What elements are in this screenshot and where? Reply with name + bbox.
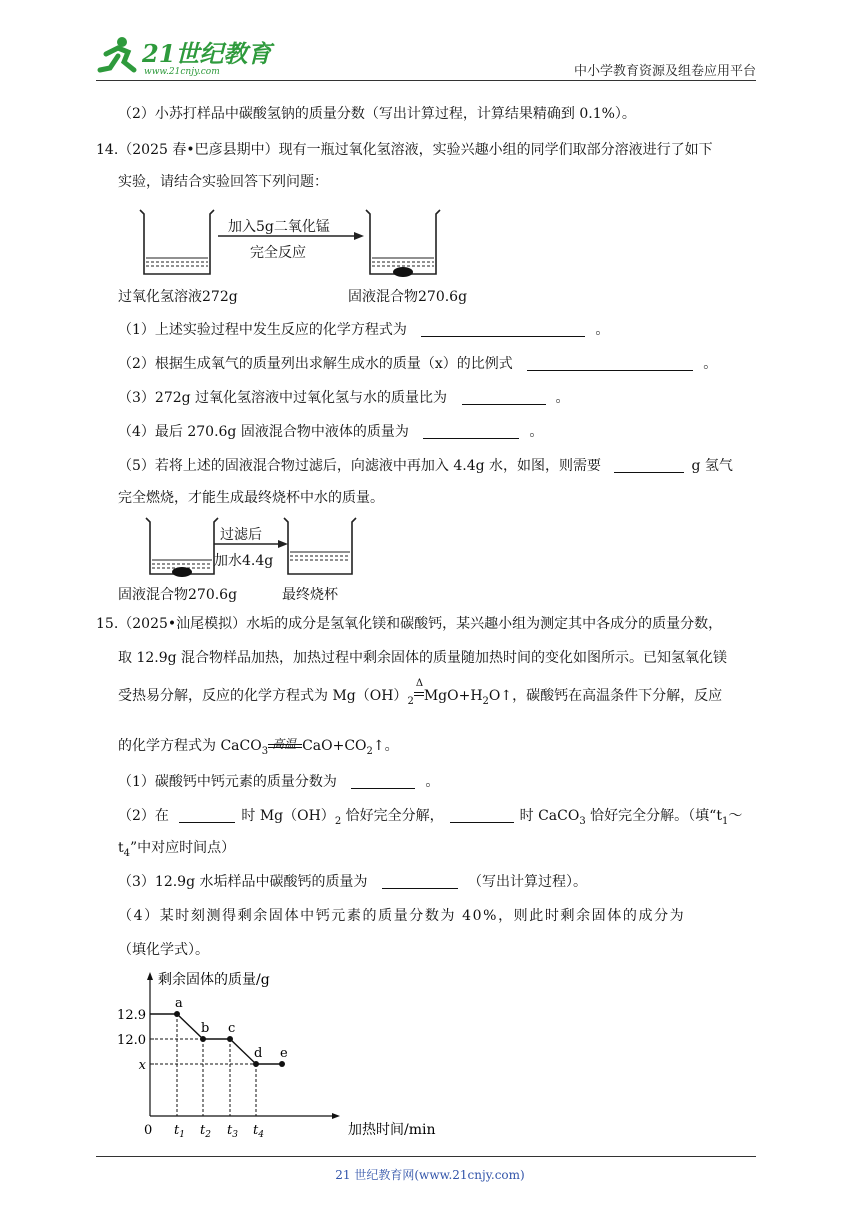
q15-line1: 15.（2025•汕尾模拟）水垢的成分是氢氧化镁和碳酸钙，某兴趣小组为测定其中各成分的质量分数，: [96, 616, 723, 632]
beaker-left-icon: [140, 210, 214, 274]
footer-rule: [96, 1156, 756, 1157]
data-point-label: d: [254, 1046, 263, 1061]
answer-blank-2[interactable]: [527, 356, 693, 371]
q14-p1: （1）上述实验过程中发生反应的化学方程式为 。: [118, 322, 610, 338]
q15-p4-cont: （填化学式）。: [118, 942, 209, 958]
mass-time-chart: [110, 964, 436, 1144]
q14-figure1: [118, 200, 478, 310]
beaker-mixture-icon: [146, 518, 218, 577]
q14-p3: （3）272g 过氧化氢溶液中过氧化氢与水的质量比为 。: [118, 390, 570, 406]
header-rule: [96, 80, 756, 81]
q14-figure2: [118, 512, 378, 602]
q14-line2: 实验，请结合实验回答下列问题：: [118, 174, 328, 190]
data-point: [253, 1061, 259, 1067]
fig1-arrow-top: 加入5g二氧化锰: [228, 219, 330, 235]
q14-text1: （2025 春•巴彦县期中）现有一瓶过氧化氢溶液，实验兴趣小组的同学们取部分溶液进行了如下: [118, 142, 713, 158]
data-point: [279, 1061, 285, 1067]
delta-condition: Δ: [415, 678, 424, 689]
q14-p2: （2）根据生成氧气的质量列出求解生成水的质量（x）的比例式 。: [118, 356, 718, 372]
platform-name: 中小学教育资源及组卷应用平台: [573, 64, 756, 79]
beaker-right-icon: [366, 210, 440, 277]
answer-blank-4[interactable]: [423, 424, 519, 439]
logo-runner-icon: [96, 34, 272, 78]
y-axis-arrow-icon: [147, 972, 153, 980]
answer-blank-8[interactable]: [450, 808, 514, 823]
x-axis-label: 加热时间/min: [348, 1122, 436, 1138]
chart-svg: [110, 964, 436, 1144]
data-point: [200, 1036, 206, 1042]
x-tick-label: $t_1$: [174, 1123, 185, 1140]
q14-p4: （4）最后 270.6g 固液混合物中液体的质量为 。: [118, 424, 544, 440]
data-point-label: b: [201, 1021, 210, 1036]
q14-line1: [96, 140, 713, 160]
q13-part2: （2）小苏打样品中碳酸氢钠的质量分数（写出计算过程，计算结果精确到 0.1%）。: [118, 106, 636, 122]
origin-label: 0: [144, 1123, 153, 1138]
high-temp-condition: 高温: [272, 737, 297, 751]
q14-p5: （5）若将上述的固液混合物过滤后，向滤液中再加入 4.4g 水，如图，则需要 g 氢气: [118, 458, 733, 474]
y-axis-label: 剩余固体的质量/g: [158, 972, 270, 988]
q15-p4: （4）某时刻测得剩余固体中钙元素的质量分数为 40%，则此时剩余固体的成分为: [118, 908, 686, 924]
fig1-right-label: 固液混合物270.6g: [348, 289, 468, 305]
answer-blank-6[interactable]: [351, 774, 415, 789]
y-tick-label: 12.9: [117, 1008, 146, 1023]
x-tick-label: $t_3$: [227, 1123, 238, 1140]
footer-text: 21 世纪教育网(www.21cnjy.com): [335, 1168, 525, 1182]
fig1-arrow-bottom: 完全反应: [250, 245, 306, 261]
beaker-diagram: [118, 200, 478, 282]
logo: [96, 34, 272, 78]
answer-blank-1[interactable]: [421, 322, 585, 337]
y-tick-label: 12.0: [117, 1033, 146, 1048]
q15-p1: （1）碳酸钙中钙元素的质量分数为 。: [118, 774, 440, 790]
q14-p5c: 完全燃烧，才能生成最终烧杯中水的质量。: [118, 490, 384, 506]
q15-line3: 受热易分解，反应的化学方程式为 $Mg(OH)_2$ Δ $MgO+H_2O↑$，碳酸钙在高温条件下分解，反应: [118, 686, 722, 712]
fig2-left-label: 固液混合物270.6g: [118, 587, 238, 603]
x-tick-label: $t_2$: [200, 1123, 211, 1140]
answer-blank-3[interactable]: [462, 390, 546, 405]
q15-p2-cont: $t_4$”中对应时间点）: [118, 840, 236, 859]
fig2-right-label: 最终烧杯: [282, 587, 338, 603]
x-axis-arrow-icon: [332, 1113, 340, 1119]
data-point: [174, 1011, 180, 1017]
logo-sub-text: www.21cnjy.com: [144, 67, 220, 77]
q15-p2: （2）在 时 $Mg(OH)_2$ 恰好完全分解， 时 CaCO$_3$ 恰好完全分解。（填“$t_1\sim$: [118, 808, 743, 827]
q15-number: 15.: [96, 616, 119, 632]
fig2-arrow-bottom: 加水4.4g: [214, 553, 274, 569]
logo-main-text: 21世纪教育: [142, 39, 272, 68]
beaker-final-icon: [284, 518, 356, 574]
y-tick-label: x: [138, 1058, 146, 1073]
fig2-arrow-top: 过滤后: [220, 527, 262, 543]
data-point-label: c: [228, 1021, 236, 1036]
answer-blank-5[interactable]: [614, 458, 684, 473]
data-point-label: a: [175, 996, 183, 1011]
data-point-label: e: [280, 1046, 288, 1061]
x-tick-label: $t_4$: [253, 1123, 264, 1140]
answer-blank-9[interactable]: [382, 874, 458, 889]
q15-line2: 取 12.9g 混合物样品加热，加热过程中剩余固体的质量随加热时间的变化如图所示。已知氢氧化镁: [118, 650, 728, 666]
data-point: [227, 1036, 233, 1042]
q14-number: 14.: [96, 142, 119, 158]
q15-line4: 的化学方程式为 CaCO$_3$ 高温 $CaO+CO_2↑$。: [118, 736, 399, 762]
answer-blank-7[interactable]: [179, 808, 235, 823]
q15-p3: （3）12.9g 水垢样品中碳酸钙的质量为 （写出计算过程）。: [118, 874, 587, 890]
fig1-left-label: 过氧化氢溶液272g: [118, 289, 238, 305]
